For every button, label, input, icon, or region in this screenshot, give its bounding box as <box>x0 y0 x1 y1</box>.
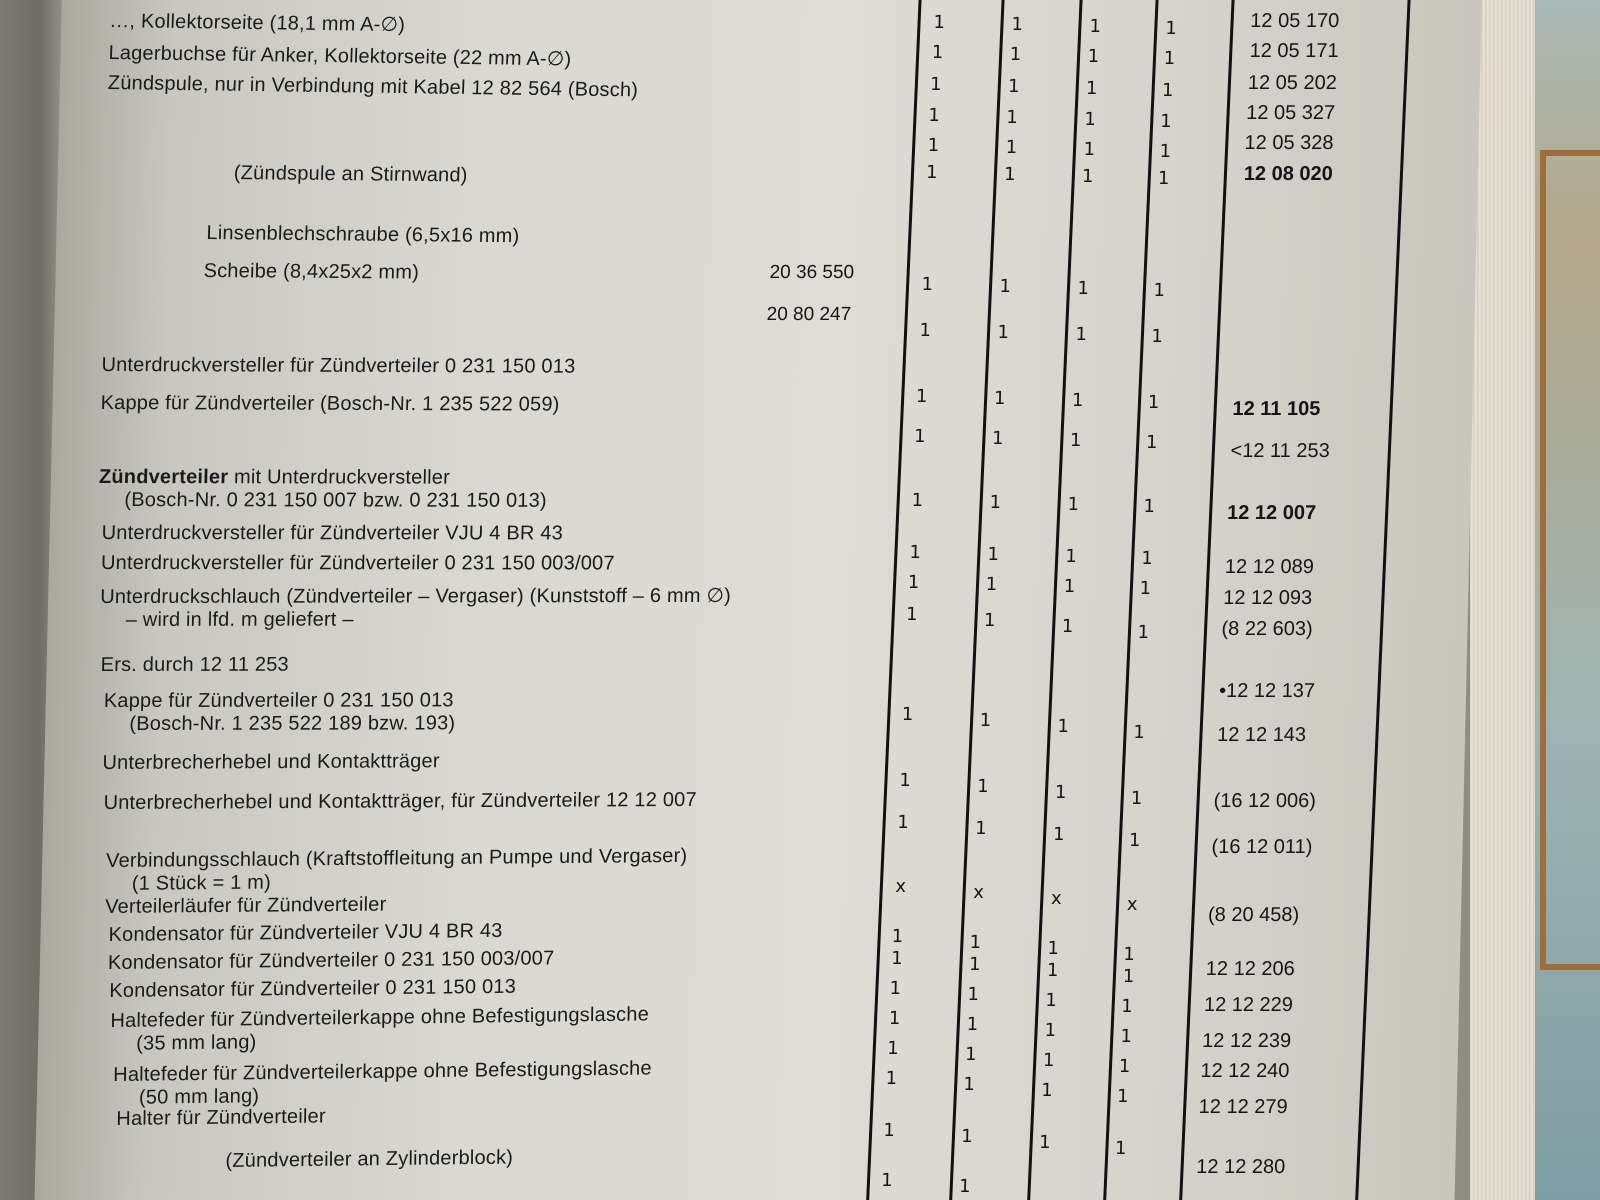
part-description-detail: (35 mm lang) <box>136 1031 257 1055</box>
quantity-cell: 1 <box>1071 390 1084 411</box>
part-description <box>101 522 563 545</box>
quantity-cell: 1 <box>883 1120 896 1141</box>
quantity-cell: 1 <box>1075 324 1088 345</box>
part-description-text: mit Unterdruckversteller <box>228 466 451 489</box>
part-description <box>108 947 555 975</box>
quantity-cell: 1 <box>1006 107 1019 128</box>
quantity-cell: 1 <box>1120 996 1133 1017</box>
quantity-cell: 1 <box>1041 1080 1053 1101</box>
part-description-text: Haltefeder für Zündverteilerkappe ohne Befestigungslasche <box>110 1003 650 1033</box>
quantity-cell: x <box>895 876 907 897</box>
part-description-text: Verteilerläufer für Zündverteiler <box>105 893 387 918</box>
quantity-cell: 1 <box>1061 616 1074 637</box>
part-description-text: Verbindungsschlauch (Kraftstoffleitung an Pumpe und Vergaser) <box>105 844 688 873</box>
quantity-cell: 1 <box>1120 1026 1133 1047</box>
quantity-cell: 1 <box>881 1170 893 1191</box>
part-number: 12 12 229 <box>1203 994 1294 1016</box>
quantity-cell: 1 <box>1157 168 1170 189</box>
part-description-text: Unterbrecherhebel und Kontaktträger <box>102 750 440 774</box>
part-description-text: Haltefeder für Zündverteilerkappe ohne Befestigungslasche <box>113 1057 652 1087</box>
quantity-cell: 1 <box>1141 548 1154 569</box>
part-description <box>233 162 468 187</box>
quantity-cell: 1 <box>1085 78 1098 99</box>
quantity-cell: 1 <box>966 1014 979 1035</box>
quantity-cell: 1 <box>928 105 941 126</box>
quantity-cell: 1 <box>1011 14 1024 35</box>
part-description <box>98 466 548 513</box>
quantity-cell: 1 <box>907 572 920 593</box>
part-description <box>109 8 406 37</box>
part-number: 12 05 327 <box>1245 102 1336 124</box>
part-description-text: Unterdruckschlauch (Zündverteiler – Vergaser) (Kunststoff – 6 mm ∅) <box>99 584 732 608</box>
part-description <box>116 1105 326 1131</box>
part-description-detail: (1 Stück = 1 m) <box>131 871 272 895</box>
part-description <box>103 689 456 736</box>
quantity-cell: 1 <box>1089 16 1102 37</box>
part-description <box>203 260 419 285</box>
part-number: 12 12 089 <box>1224 556 1315 578</box>
part-number: 12 05 202 <box>1247 72 1338 94</box>
quantity-cell: 1 <box>933 12 946 33</box>
column-rule-4 <box>1102 0 1159 1200</box>
part-description-text: Kappe für Zündverteiler (Bosch-Nr. 1 235 522 059) <box>100 392 560 416</box>
quantity-cell: 1 <box>974 818 987 839</box>
quantity-cell: 1 <box>976 776 989 797</box>
part-description <box>110 1003 649 1056</box>
part-description-text: Kappe für Zündverteiler 0 231 150 013 <box>103 689 454 712</box>
quantity-cell: 1 <box>1045 990 1058 1011</box>
part-number: 12 05 171 <box>1249 40 1339 62</box>
part-description-text: Kondensator für Zündverteiler 0 231 150 013 <box>109 975 517 1002</box>
part-description-text: Ers. durch 12 11 253 <box>100 653 290 676</box>
part-number: •12 12 137 <box>1218 680 1316 702</box>
quantity-cell: 1 <box>991 428 1004 449</box>
part-number: (8 22 603) <box>1221 618 1313 640</box>
quantity-cell: 1 <box>993 388 1006 409</box>
quantity-cell: 1 <box>1133 722 1146 743</box>
quantity-cell: 1 <box>911 490 924 511</box>
quantity-cell: 1 <box>1122 966 1135 987</box>
quantity-cell: 1 <box>1081 166 1094 187</box>
part-number: 12 05 328 <box>1244 132 1334 154</box>
part-description <box>107 72 638 102</box>
quantity-cell: 1 <box>1163 48 1176 69</box>
quantity-cell: 1 <box>1046 960 1059 981</box>
quantity-cell: 1 <box>1052 824 1065 845</box>
part-number: 12 12 239 <box>1201 1030 1292 1052</box>
part-description <box>99 583 731 632</box>
part-number: 12 12 143 <box>1216 724 1307 746</box>
quantity-cell: 1 <box>958 1176 971 1197</box>
quantity-cell: 1 <box>961 1126 973 1147</box>
part-description-text: Lagerbuchse für Anker, Kollektorseite (22 mm A-∅) <box>108 42 572 71</box>
part-description <box>101 354 576 379</box>
quantity-cell: 1 <box>1087 46 1100 67</box>
part-description <box>101 552 615 575</box>
quantity-cell: 1 <box>1044 1020 1057 1041</box>
quantity-cell: 1 <box>1084 109 1097 130</box>
quantity-cell: 1 <box>1077 278 1090 299</box>
part-number: 12 12 279 <box>1198 1096 1288 1118</box>
quantity-cell: 1 <box>1153 280 1166 301</box>
quantity-cell: 1 <box>897 812 910 833</box>
part-description <box>108 920 502 947</box>
column-rule-6 <box>1354 0 1411 1200</box>
part-description-text: (Zündverteiler an Zylinderblock) <box>225 1146 514 1172</box>
part-description <box>106 845 688 896</box>
quantity-cell: 1 <box>1063 576 1076 597</box>
quantity-cell: 1 <box>999 276 1012 297</box>
quantity-cell: 1 <box>929 74 942 95</box>
book-page-edge <box>1470 0 1540 1200</box>
quantity-cell: 1 <box>983 610 996 631</box>
part-description-text: Unterdruckversteller für Zündverteiler VJU 4 BR 43 <box>101 522 564 545</box>
quantity-cell: x <box>1050 888 1062 909</box>
quantity-cell: 1 <box>979 710 992 731</box>
quantity-cell: 1 <box>963 1074 976 1095</box>
part-number: <12 11 253 <box>1230 440 1330 462</box>
part-description-text: Unterdruckversteller für Zündverteiler 0 231 150 013 <box>101 354 576 378</box>
part-description-text: Kondensator für Zündverteiler VJU 4 BR 43 <box>108 919 503 946</box>
part-description <box>109 976 516 1003</box>
quantity-cell: 1 <box>1165 18 1178 39</box>
quantity-cell: 1 <box>1143 496 1156 517</box>
quantity-cell: 1 <box>1067 494 1080 515</box>
part-description-text: Unterdruckversteller für Zündverteiler 0 231 150 003/007 <box>100 552 615 575</box>
part-number: 12 12 007 <box>1226 502 1317 524</box>
part-description <box>100 654 289 677</box>
quantity-cell: 1 <box>1147 392 1160 413</box>
quantity-cell: 1 <box>1009 44 1022 65</box>
part-number: 12 12 280 <box>1196 1156 1286 1178</box>
quantity-cell: 1 <box>1007 76 1020 97</box>
quantity-cell: 1 <box>964 1044 977 1065</box>
part-description <box>206 222 520 248</box>
part-description <box>100 392 560 417</box>
quantity-cell: 1 <box>919 320 932 341</box>
standard-part-number: 20 36 550 <box>769 262 855 283</box>
quantity-cell: 1 <box>891 926 904 947</box>
part-description-text: (Zündspule an Stirnwand) <box>233 162 468 187</box>
part-description <box>225 1146 513 1173</box>
quantity-cell: 1 <box>931 42 944 63</box>
quantity-cell: 1 <box>969 932 982 953</box>
quantity-cell: 1 <box>1139 578 1152 599</box>
quantity-cell: 1 <box>967 984 980 1005</box>
quantity-cell: 1 <box>1128 830 1141 851</box>
quantity-cell: x <box>1126 894 1138 915</box>
quantity-cell: 1 <box>1042 1050 1055 1071</box>
quantity-cell: 1 <box>909 542 922 563</box>
part-description-text: Kondensator für Zündverteiler 0 231 150 003/007 <box>107 947 555 974</box>
quantity-cell: 1 <box>927 135 940 156</box>
part-description-text: Zündspule, nur in Verbindung mit Kabel 12 82 564 (Bosch) <box>107 72 639 102</box>
quantity-cell: 1 <box>925 162 938 183</box>
part-description-text: Halter für Zündverteiler <box>116 1105 326 1130</box>
wood-frame <box>1540 150 1600 970</box>
part-description-text: …, Kollektorseite (18,1 mm A-∅) <box>108 10 406 37</box>
quantity-cell: x <box>972 882 985 903</box>
quantity-cell: 1 <box>1038 1132 1051 1153</box>
quantity-cell: 1 <box>997 322 1010 343</box>
quantity-cell: 1 <box>1151 326 1164 347</box>
part-description-text: Linsenblechschraube (6,5x16 mm) <box>206 222 520 248</box>
part-description <box>103 789 697 815</box>
quantity-cell: 1 <box>888 1008 901 1029</box>
part-number: 12 12 240 <box>1200 1060 1290 1082</box>
part-description-text: Scheibe (8,4x25x2 mm) <box>203 260 420 284</box>
part-description-detail: – wird in lfd. m geliefert – <box>125 608 354 631</box>
part-description-detail: (Bosch-Nr. 0 231 150 007 bzw. 0 231 150 013) <box>124 489 548 512</box>
part-description <box>108 40 572 71</box>
standard-part-number: 20 80 247 <box>766 304 852 325</box>
quantity-cell: 1 <box>989 492 1002 513</box>
quantity-cell: 1 <box>1123 944 1136 965</box>
quantity-cell: 1 <box>1160 111 1172 132</box>
quantity-cell: 1 <box>1114 1138 1127 1159</box>
quantity-cell: 1 <box>889 978 902 999</box>
part-number: (8 20 458) <box>1207 904 1300 926</box>
part-description <box>102 750 440 775</box>
part-description-bold: Zündverteiler <box>98 466 229 489</box>
quantity-cell: 1 <box>1159 141 1172 162</box>
quantity-cell: 1 <box>891 948 903 969</box>
part-number: 12 12 206 <box>1205 958 1296 980</box>
quantity-cell: 1 <box>987 544 1000 565</box>
part-number: (16 12 011) <box>1211 836 1313 858</box>
part-description-detail: (50 mm lang) <box>138 1085 260 1109</box>
part-description-text: Unterbrecherhebel und Kontaktträger, für Zündverteiler 12 12 007 <box>103 788 697 814</box>
quantity-cell: 1 <box>1130 788 1143 809</box>
quantity-cell: 1 <box>921 274 934 295</box>
quantity-cell: 1 <box>1047 938 1060 959</box>
part-description <box>105 894 387 919</box>
quantity-cell: 1 <box>915 386 928 407</box>
quantity-cell: 1 <box>1145 432 1158 453</box>
quantity-cell: 1 <box>1065 546 1078 567</box>
quantity-cell: 1 <box>901 704 914 725</box>
quantity-cell: 1 <box>913 426 926 447</box>
part-description <box>113 1057 652 1110</box>
part-description-detail: (Bosch-Nr. 1 235 522 189 bzw. 193) <box>129 712 456 735</box>
part-number: 12 12 093 <box>1222 587 1313 609</box>
quantity-cell: 1 <box>885 1068 898 1089</box>
quantity-cell: 1 <box>1137 622 1150 643</box>
quantity-cell: 1 <box>1069 430 1082 451</box>
part-number: 12 05 170 <box>1250 10 1340 32</box>
quantity-cell: 1 <box>985 574 998 595</box>
quantity-cell: 1 <box>1161 80 1174 101</box>
quantity-cell: 1 <box>1116 1086 1129 1107</box>
quantity-cell: 1 <box>1057 716 1070 737</box>
part-number: (16 12 006) <box>1213 790 1317 812</box>
quantity-cell: 1 <box>1083 139 1096 160</box>
catalog-page <box>34 0 1482 1200</box>
quantity-cell: 1 <box>968 954 981 975</box>
quantity-cell: 1 <box>1054 782 1067 803</box>
quantity-cell: 1 <box>1005 137 1018 158</box>
quantity-cell: 1 <box>887 1038 899 1059</box>
part-number: 12 08 020 <box>1243 163 1334 185</box>
quantity-cell: 1 <box>905 604 918 625</box>
quantity-cell: 1 <box>1118 1056 1131 1077</box>
quantity-cell: 1 <box>1003 164 1016 185</box>
part-number: 12 11 105 <box>1232 398 1321 420</box>
quantity-cell: 1 <box>899 770 912 791</box>
